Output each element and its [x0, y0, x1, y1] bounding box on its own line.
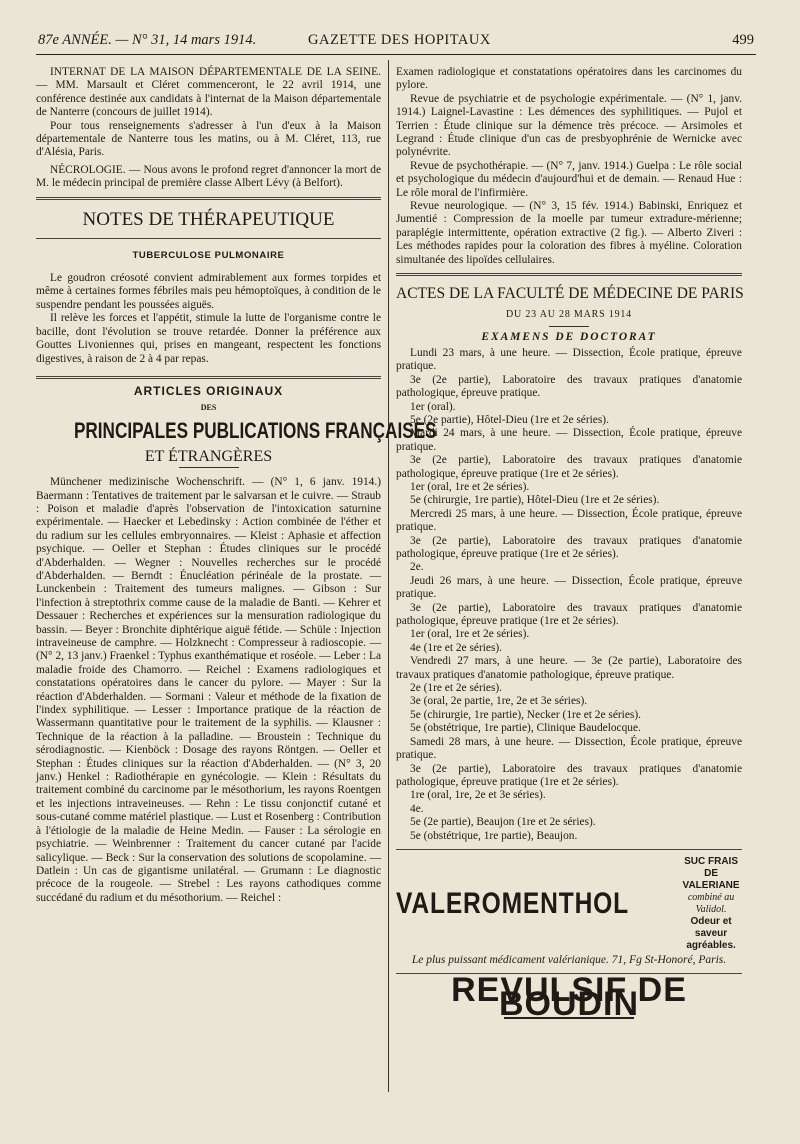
- exam-line: 5e (obstétrique, 1re partie), Beaujon.: [410, 829, 578, 842]
- divider: [36, 376, 381, 379]
- notes-title: NOTES DE THÉRAPEUTIQUE: [82, 208, 335, 230]
- tb-para-1: Le goudron créosoté convient admirablement aux formes torpides et même à certaines formes fébriles mais peu hémoptoïques, à condition de le suspendre pendant les poussées aiguës.: [36, 272, 381, 311]
- exam-line: 5e (chirurgie, 1re partie), Hôtel-Dieu (1re et 2e séries).: [410, 494, 660, 507]
- ad-tag-2: combiné au Validol.: [687, 891, 735, 915]
- exam-line: 5e (2e partie), Beaujon (1re et 2e séries).: [410, 816, 596, 829]
- journal-title: GAZETTE DES HOPITAUX: [308, 32, 491, 48]
- exam-line: 3e (2e partie), Laboratoire des travaux pratiques d'anatomie pathologique, épreuve pratique (1re et 2e séries).: [396, 454, 742, 480]
- tb-title: TUBERCULOSE PULMONAIRE: [132, 249, 285, 261]
- column-divider: [388, 60, 389, 1092]
- exam-line: 3e (2e partie), Laboratoire des travaux pratiques d'anatomie pathologique, épreuve pratique.: [396, 373, 742, 400]
- actes-title: ACTES DE LA FACULTÉ DE MÉDECINE DE PARIS: [396, 285, 744, 303]
- exam-line: Mardi 24 mars, à une heure. — Dissection, École pratique, épreuve pratique.: [396, 427, 742, 453]
- tb-para-2: Il relève les forces et l'appétit, stimule la lutte de l'organisme contre le bacille, dont l'évolution se trouve retardée. Donner la préférence aux Gouttes Livoniennes qui, prises en mangeant, respectent les fonctions digestives, à raison de 2 à 4 par repas.: [36, 312, 381, 365]
- valeromenthol-ad: [396, 856, 742, 967]
- ad-tag-3: Odeur et saveur agréables.: [686, 915, 736, 951]
- reichel-continued: Examen radiologique et constatations opératoires dans les carcinomes du pylore.: [396, 66, 742, 92]
- exam-line: 2e.: [410, 561, 424, 574]
- exam-line: 1er (oral, 1re et 2e séries).: [410, 480, 530, 493]
- exam-line: Lundi 23 mars, à une heure. — Dissection, École pratique, épreuve pratique.: [396, 346, 742, 373]
- exam-line: Mercredi 25 mars, à une heure. — Dissection, École pratique, épreuve pratique.: [396, 507, 742, 534]
- exam-line: 1er (oral, 1re et 2e séries).: [410, 628, 530, 641]
- revue-neurologique: Revue neurologique. — (N° 3, 15 fév. 1914.) Babinski, Enriquez et Jumentié : Compression de la moelle par tumeur extradure-mérienne; paraplégie intermittente, opération extractive (2 fig.). — Alberto Ziveri : Les méthodes rapides pour la coloration des fibres à myéline. Coloration simultanée des lipoïdes cellulaires.: [396, 200, 742, 266]
- exam-line: 1er (oral).: [410, 400, 456, 413]
- exam-line: 2e (1re et 2e séries).: [410, 682, 503, 695]
- exam-schedule: [396, 347, 742, 843]
- exam-line: 5e (chirurgie, 1re partie), Necker (1re et 2e séries).: [410, 708, 641, 721]
- exam-line: Samedi 28 mars, à une heure. — Dissection, École pratique, épreuve pratique.: [396, 735, 742, 762]
- page-number: 499: [732, 32, 754, 48]
- exam-line: Jeudi 26 mars, à une heure. — Dissection, École pratique, épreuve pratique.: [396, 574, 742, 601]
- internat-notice: INTERNAT DE LA MAISON DÉPARTEMENTALE DE LA SEINE. — MM. Marsault et Cléret commenceront, le 22 avril 1914, une conférence destinée aux candidats à l'internat de la Maison départementale de Nanterre (concours de juillet 1914).: [36, 66, 381, 119]
- page-header: [38, 32, 754, 54]
- divider: [36, 238, 381, 239]
- revue-psychotherapie: Revue de psychothérapie. — (N° 7, janv. 1914.) Guelpa : Le rôle social et psychologique du médecin d'aujourd'hui et de demain. — Renaud Hue : Le rôle moral de l'infirmière.: [396, 159, 742, 199]
- revue-psychiatrie: Revue de psychiatrie et de psychologie expérimentale. — (N° 1, janv. 1914.) Laignel-Lavastine : Les démences des syphilitiques. — Pujol et Terrien : Étude clinique sur la démence très précoce. — Arsimoles et Legrand : Étude clinique d'un cas de presbyophrénie de Wernicke avec polynévrite.: [396, 92, 742, 159]
- exam-line: 3e (2e partie), Laboratoire des travaux pratiques d'anatomie pathologique, épreuve pratique (1re et 2e séries).: [396, 762, 742, 788]
- boudin-ad: REVULSIF DE BOUDIN: [451, 971, 687, 1023]
- exam-line: 5e (obstétrique, 1re partie), Clinique Baudelocque.: [410, 722, 641, 735]
- exam-line: 4e (1re et 2e séries).: [410, 641, 503, 654]
- divider: [396, 273, 742, 276]
- issue-info: 87e ANNÉE. — N° 31, 14 mars 1914.: [38, 32, 257, 48]
- ad-tag-1: SUC FRAIS DE VALERIANE: [682, 855, 740, 891]
- examens-title: EXAMENS DE DOCTORAT: [481, 330, 657, 343]
- short-rule: [179, 467, 239, 468]
- exam-line: 5e (2e partie), Hôtel-Dieu (1re et 2e séries).: [410, 413, 609, 426]
- right-column: [396, 66, 744, 1023]
- header-rule: [36, 54, 756, 55]
- ad-brand: VALEROMENTHOL: [396, 887, 629, 921]
- exam-line: Vendredi 27 mars, à une heure. — 3e (2e partie), Laboratoire des travaux pratiques d'anatomie pathologique, épreuve pratique.: [396, 655, 742, 681]
- internat-contact: Pour tous renseignements s'adresser à l'un d'eux à la Maison départementale de Nanterre tous les matins, ou à M. Cléret, 113, rue d'Alésia, Paris.: [36, 119, 381, 159]
- publications-title: PRINCIPALES PUBLICATIONS FRANÇAISES: [73, 417, 437, 443]
- exam-line: 3e (oral, 2e partie, 1re, 2e et 3e séries).: [410, 695, 588, 708]
- articles-title: ARTICLES ORIGINAUX: [133, 383, 284, 398]
- exam-line: 3e (2e partie), Laboratoire des travaux pratiques d'anatomie pathologique, épreuve pratique (1re et 2e séries).: [396, 601, 742, 628]
- articles-des: DES: [200, 403, 217, 413]
- actes-dates: DU 23 AU 28 MARS 1914: [506, 309, 632, 321]
- necrologie: NÉCROLOGIE. — Nous avons le profond regret d'annoncer la mort de M. le médecin principal de première classe Albert Lévy (à Belfort).: [36, 163, 381, 190]
- exam-line: 4e.: [410, 802, 424, 815]
- divider: [36, 197, 381, 200]
- munchener-list: Münchener medizinische Wochenschrift. — (N° 1, 6 janv. 1914.) Baermann : Tentatives de traitement par le salvarsan et le cuivre. — Straub : Poison et maladie d'après l'observation de l'intoxication saturnine expérimentale. — Haecker et Lebedinsky : Action combinée de l'éther et du radium sur les cellules embryonnaires. — Kleist : Aphasie et affection psychique. — Oeller et Stephan : Études cliniques sur le procédé d'Abderhalden. — Wegner : Nouvelles recherches sur le procédé d'Abderhalden. — Berndt : Énucléation périnéale de la prostate. — Lunckenbein : Traitement des tumeurs malignes. — Gibson : Sur l'infection à streptothrix comme cause de la maladie de Banti. — Kehrer et Dessauer : Recherches et expériences sur la mensuration radiologique du bassin. — Beyer : Bronchite diphtérique aiguë fétide. — Schüle : Injection intraveineuse de camphre. — Holzknecht : Compresseur à radioscopie. — (N° 2, 13 janv.) Fraenkel : Typhus exanthématique et roséole. — Leber : La maladie froide des Chamorro. — Reichel : Examens radiologiques et constatations opératoires dans le cancer du pylore. — Mayer : Sur la réaction d'Abderhalden. — Sormani : Valeur et méthode de la fixation de l'index syphilitique. — Lesser : Importance pratique de la réaction de Wassermann quantitative pour le traitement de la syphilis. — Klausner : Technique de la réaction à la palladine. — Broustein : Technique du sérodiagnostic. — Kienböck : Dosage des rayons Röntgen. — Oeller et Stephan : Études cliniques sur la réaction d'Abderhalden. — (N° 3, 20 janv.) Henkel : Radiothérapie en gynécologie. — Klein : Résultats du traitement combiné du carcinome par le mésothorium, les rayons Roentgen et les injections intraveineuses. — Rehn : Le tissu conjonctif cutané et sous-cutané comme matériel plastique. — Lust et Rosenberg : Contribution à l'étiologie de la maladie de Heine Medin. — Fauser : La sérologie en psychiatrie. — Weinbrenner : Traitement du cancer cutané par l'acide salicylique. — Beck : Sur la conservation des solutions de scopolamine. — Datlein : Un cas de gigantisme unilatéral. — Grumann : Le diagnostic précoce de la rougeole. — Strebel : Les rayons cathodiques comme succédané du radium et du mésothorium. — Reichel :: [36, 476, 381, 904]
- short-rule: [549, 326, 589, 327]
- divider: [396, 849, 742, 850]
- ad-address: Le plus puissant médicament valérianique. 71, Fg St-Honoré, Paris.: [411, 953, 727, 966]
- publications-subtitle: ET ÉTRANGÈRES: [144, 447, 273, 465]
- exam-line: 1re (oral, 1re, 2e et 3e séries).: [410, 789, 546, 802]
- exam-line: 3e (2e partie), Laboratoire des travaux pratiques d'anatomie pathologique, épreuve pratique (1re et 2e séries).: [396, 534, 742, 560]
- ad-tagline: [680, 856, 742, 952]
